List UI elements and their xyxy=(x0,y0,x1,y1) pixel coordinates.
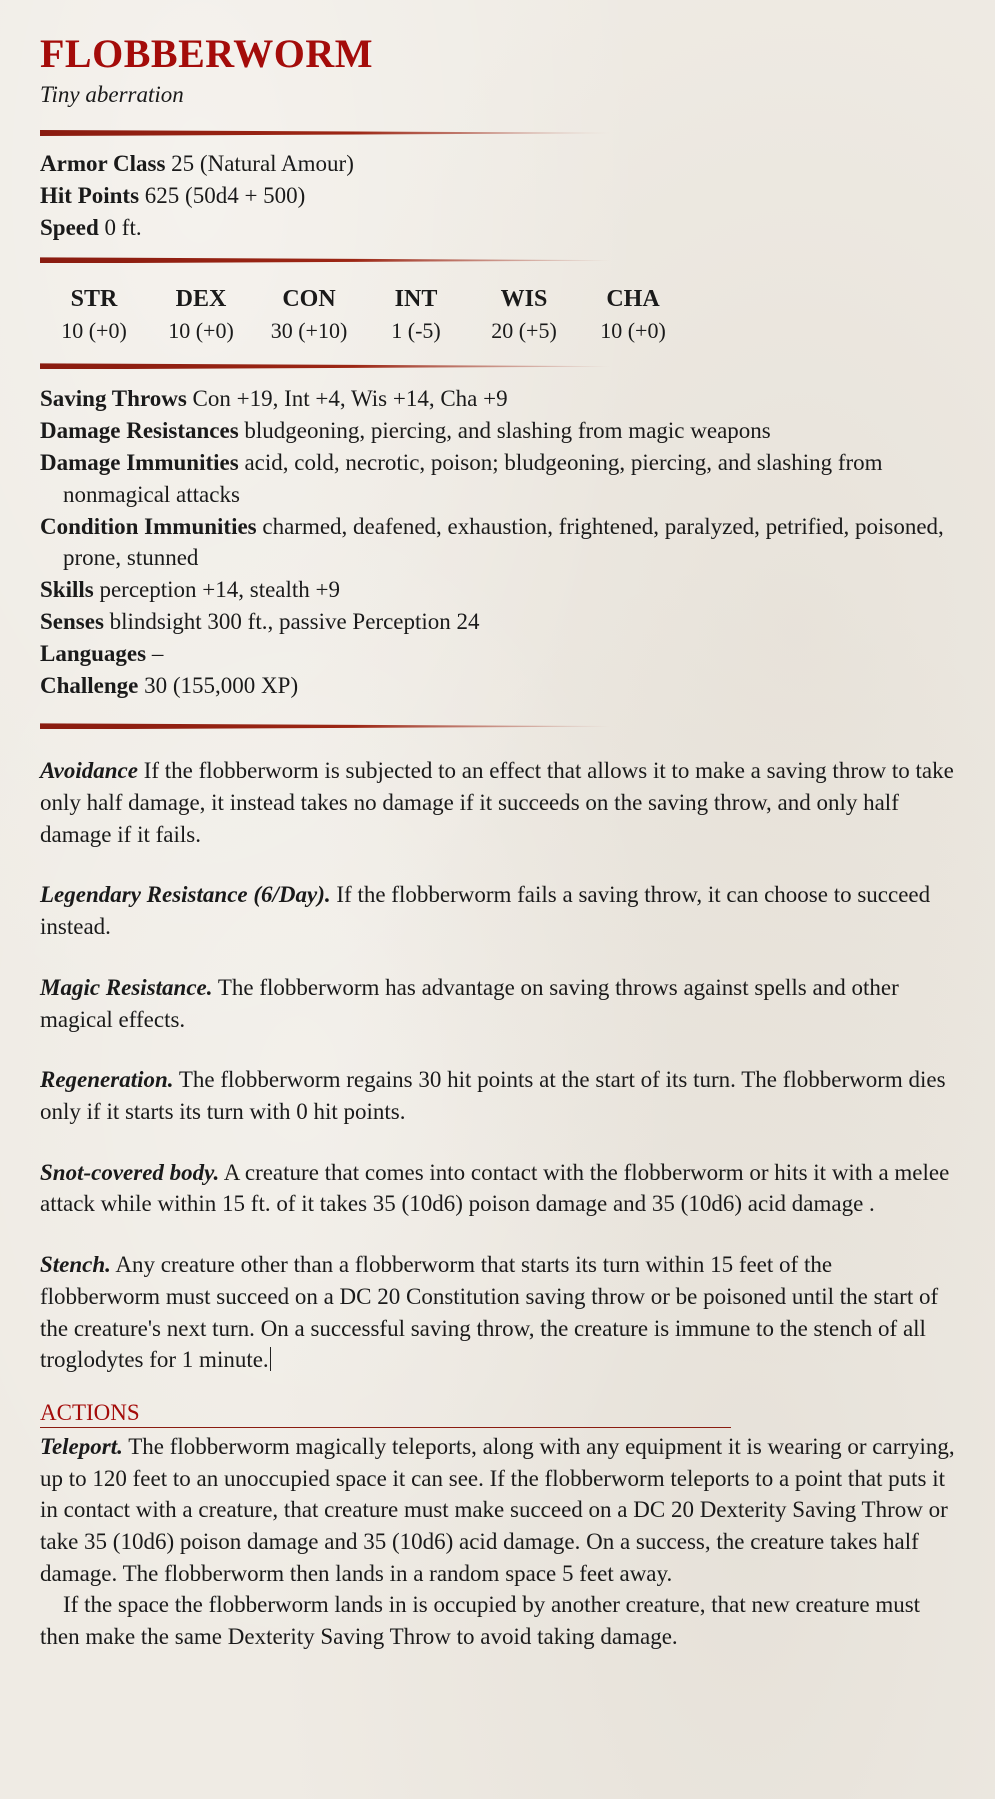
skills-line xyxy=(40,574,955,606)
trait-text: If the flobberworm is subjected to an effect that allows it to make a saving throw to take only half damage, it instead takes no damage if it succeeds on the saving throw, and only half damage if it fails. xyxy=(40,758,954,847)
trait-name: Regeneration. xyxy=(40,1067,174,1093)
damage-resistances-line xyxy=(40,415,955,447)
trait-name: Stench. xyxy=(40,1252,111,1278)
prop-label: Languages xyxy=(40,640,147,666)
trait-name: Magic Resistance. xyxy=(40,974,213,1000)
challenge-line xyxy=(40,670,955,702)
ability-score: 20 (+5) xyxy=(491,318,557,344)
ability-con xyxy=(254,283,364,347)
prop-value: Con +19, Int +4, Wis +14, Cha +9 xyxy=(192,386,508,412)
prop-label: Skills xyxy=(40,577,94,603)
prop-label: Damage Immunities xyxy=(40,449,239,475)
armor-class-line xyxy=(40,148,955,180)
prop-value: – xyxy=(151,640,164,666)
prop-value: 25 (Natural Amour) xyxy=(171,151,354,176)
trait-text: Any creature other than a flobberworm that starts its turn within 15 feet of the flobberworm must succeed on a DC 20 Constitution saving throw or be poisoned until the start of the creature's next turn. On a successful saving throw, the creature is immune to the stench of all troglodytes for 1 minute. xyxy=(40,1252,939,1373)
damage-immunities-line xyxy=(40,447,955,511)
prop-label: Damage Resistances xyxy=(40,418,239,444)
prop-value: bludgeoning, piercing, and slashing from magic weapons xyxy=(244,418,771,444)
ability-name: STR xyxy=(70,286,118,313)
ability-score: 10 (+0) xyxy=(61,318,127,344)
trait-text: The flobberworm has advantage on saving throws against spells and other magical effects. xyxy=(40,974,899,1032)
trait-snot-covered-body xyxy=(40,1157,955,1220)
action-teleport-followup: If the space the flobberworm lands in is occupied by another creature, that new creature must then make the same Dexterity Saving Throw to avoid taking damage. xyxy=(40,1592,921,1650)
trait-name: Avoidance xyxy=(40,758,138,784)
prop-label: Armor Class xyxy=(40,151,166,176)
ability-name: CHA xyxy=(606,286,660,313)
ability-name: DEX xyxy=(175,286,227,313)
text-cursor xyxy=(270,1347,271,1371)
prop-label: Challenge xyxy=(40,672,139,698)
hit-points-line xyxy=(40,180,955,212)
prop-label: Speed xyxy=(40,214,99,240)
trait-stench[interactable] xyxy=(40,1249,955,1376)
section-divider xyxy=(40,363,610,369)
ability-dex xyxy=(148,283,254,347)
action-teleport xyxy=(40,1431,955,1590)
trait-text: A creature that comes into contact with the flobberworm or hits it with a melee attack while within 15 ft. of it takes 35 (10d6) poison damage and 35 (10d6) acid damage . xyxy=(40,1159,950,1217)
trait-name: Legendary Resistance (6/Day). xyxy=(40,882,331,908)
ability-str xyxy=(40,283,148,347)
action-text: The flobberworm magically teleports, along with any equipment it is wearing or carrying, up to 120 feet to an unoccupied space it can see. If the flobberworm teleports to a point that puts it in contact with a creature, that creature must make succeed on a DC 20 Dexterity Saving Throw or take 35 (10d6) poison damage and 35 (10d6) acid damage. On a success, the creature takes half damage. The flobberworm then lands in a random space 5 feet away. xyxy=(40,1433,955,1586)
prop-value: 625 (50d4 + 500) xyxy=(144,182,306,208)
prop-label: Hit Points xyxy=(40,182,140,208)
ability-score: 1 (-5) xyxy=(391,318,441,344)
action-name: Teleport. xyxy=(40,1433,123,1459)
trait-text: If the flobberworm fails a saving throw, it can choose to succeed instead. xyxy=(40,882,931,940)
monster-name: FLOBBERWORM xyxy=(40,31,373,76)
prop-value: acid, cold, necrotic, poison; bludgeoning, piercing, and slashing from nonmagical attacks xyxy=(63,449,883,507)
prop-value: 30 (155,000 XP) xyxy=(144,672,299,698)
ability-name: CON xyxy=(282,286,336,313)
condition-immunities-line xyxy=(40,511,955,575)
basic-stats xyxy=(40,148,955,243)
trait-regeneration xyxy=(40,1064,955,1127)
ability-name: WIS xyxy=(500,286,548,313)
section-divider xyxy=(40,130,610,136)
speed-line xyxy=(40,212,955,244)
prop-value: blindsight 300 ft., passive Perception 24 xyxy=(109,608,480,634)
actions-list xyxy=(40,1431,955,1653)
trait-legendary-resistance xyxy=(40,879,955,942)
prop-value: 0 ft. xyxy=(104,214,142,240)
ability-name: INT xyxy=(394,286,438,313)
saving-throws-line xyxy=(40,383,955,415)
ability-score: 30 (+10) xyxy=(270,318,348,344)
traits-list xyxy=(40,755,955,1376)
section-divider xyxy=(40,257,610,263)
properties-list xyxy=(40,383,955,701)
trait-magic-resistance xyxy=(40,972,955,1035)
prop-label: Saving Throws xyxy=(40,386,187,412)
prop-value: charmed, deafened, exhaustion, frightened, paralyzed, petrified, poisoned, prone, stunned xyxy=(63,513,944,571)
ability-score: 10 (+0) xyxy=(600,318,666,344)
prop-value: perception +14, stealth +9 xyxy=(99,577,341,603)
trait-avoidance xyxy=(40,755,955,850)
prop-label: Senses xyxy=(40,608,104,634)
senses-line xyxy=(40,606,955,638)
prop-label: Condition Immunities xyxy=(40,513,257,539)
languages-line xyxy=(40,638,955,670)
actions-header: ACTIONS xyxy=(40,1399,731,1428)
ability-int xyxy=(364,283,468,347)
ability-scores xyxy=(40,283,955,347)
ability-wis xyxy=(468,283,580,347)
ability-cha xyxy=(580,283,686,347)
section-divider xyxy=(40,723,610,729)
ability-score: 10 (+0) xyxy=(168,318,234,344)
monster-type: Tiny aberration xyxy=(40,82,184,107)
trait-text: The flobberworm regains 30 hit points at the start of its turn. The flobberworm dies only if it starts its turn with 0 hit points. xyxy=(40,1067,946,1124)
trait-name: Snot-covered body. xyxy=(40,1159,220,1185)
